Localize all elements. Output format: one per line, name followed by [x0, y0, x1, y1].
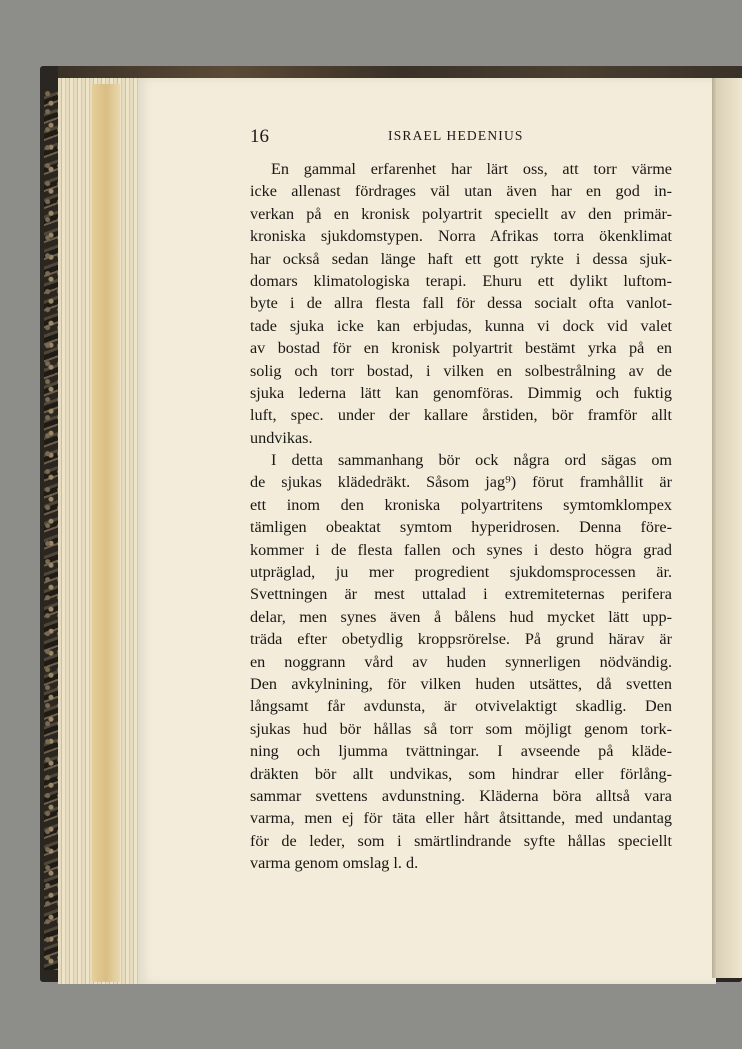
text-line: luft, spec. under der kallare årstiden, bör framför allt	[250, 406, 672, 425]
text-line: har också sedan länge haft ett gott rykte i dessa sjuk-	[250, 249, 672, 268]
text-line: dräkten bör allt undvikas, som hindrar eller förlång-	[250, 764, 672, 783]
text-line: sammar svettens avdunstning. Kläderna böra alltså vara	[250, 786, 672, 805]
text-line: en noggrann vård av huden synnerligen nödvändig.	[250, 652, 672, 671]
text-line: verkan på en kronisk polyartrit speciellt av den primär-	[250, 204, 672, 223]
text-line: ett inom den kroniska polyartritens symtomklompex	[250, 495, 672, 514]
text-line: solig och torr bostad, i vilken en solbestrålning av de	[250, 361, 672, 380]
page-edges-shade	[92, 84, 120, 982]
text-line: varma genom omslag l. d.	[250, 854, 419, 873]
facing-page-edge	[716, 78, 742, 978]
text-line: kroniska sjukdomstypen. Norra Afrikas torra ökenklimat	[250, 227, 672, 246]
text-line: sjuka lederna lätt kan genomföras. Dimmig och fuktig	[250, 383, 672, 402]
text-line: icke allenast fördrages väl utan även har en god in-	[250, 182, 672, 201]
text-line: kommer i de flesta fallen och synes i desto högra grad	[250, 540, 672, 559]
text-line: Den avkylnining, för vilken huden utsättes, då svetten	[250, 674, 672, 693]
text-line: varma, men ej för täta eller hårt åtsittande, med undantag	[250, 809, 672, 828]
text-line: utpräglad, ju mer progredient sjukdomsprocessen är.	[250, 563, 672, 582]
text-line: de sjukas klädedräkt. Såsom jag⁹) förut framhållit är	[250, 473, 672, 492]
text-line: Svettningen är mest uttalad i extremiteternas perifera	[250, 585, 672, 604]
text-line: undvikas.	[250, 428, 313, 447]
text-line: domars klimatologiska terapi. Ehuru ett dylikt luftom-	[250, 271, 672, 290]
text-line: tade sjuka icke kan erbjudas, kunna vi dock vid valet	[250, 316, 672, 335]
text-line: tämligen obeaktat symtom hyperidrosen. Denna före-	[250, 518, 672, 537]
page-header	[250, 126, 680, 146]
text-line: träda efter obetydlig kroppsrörelse. På grund härav är	[250, 630, 672, 649]
text-line: byte i de allra flesta fall för dessa socialt ofta vanlot-	[250, 294, 672, 313]
text-line: sjukas hud bör hållas så torr som möjligt genom tork-	[250, 719, 672, 738]
text-line: I detta sammanhang bör ock några ord sägas om	[271, 451, 672, 470]
text-line: En gammal erfarenhet har lärt oss, att torr värme	[271, 160, 672, 178]
text-line: för de leder, som i smärtlindrande syfte hållas speciellt	[250, 831, 672, 850]
text-line: långsamt får avdunsta, är otvivelaktigt skadlig. Den	[250, 697, 672, 716]
text-line: delar, men synes även å bålens hud mycket lätt upp-	[250, 607, 672, 626]
cover-top-edge	[58, 66, 742, 78]
text-line: ning och ljumma tvättningar. I avseende på kläde-	[250, 742, 672, 761]
text-line: av bostad för en kronisk polyartrit bestämt yrka på en	[250, 339, 672, 358]
running-title: ISRAEL HEDENIUS	[388, 128, 524, 143]
body-text	[250, 158, 672, 875]
page-number: 16	[250, 126, 269, 147]
